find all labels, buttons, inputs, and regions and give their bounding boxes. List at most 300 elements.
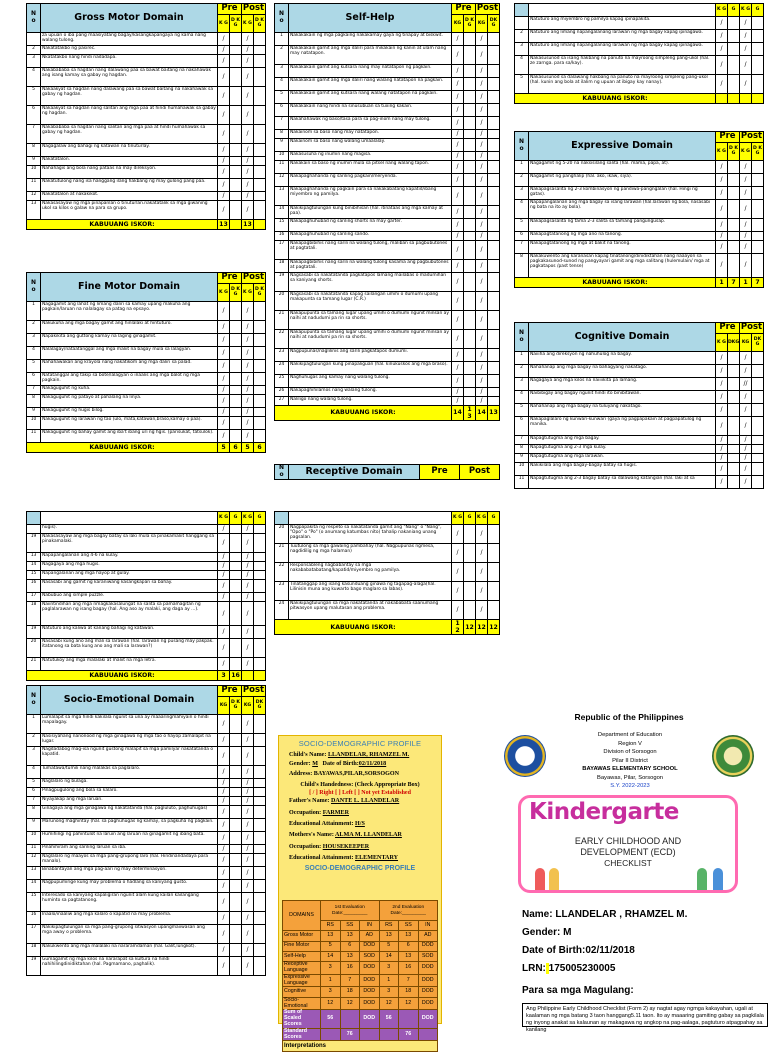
score-mark[interactable] [751,462,763,475]
score-mark[interactable]: / [451,218,463,231]
score-mark[interactable] [229,924,241,943]
score-mark[interactable] [751,253,763,277]
score-mark[interactable]: / [451,361,463,374]
score-mark[interactable] [487,240,499,259]
score-mark[interactable]: / [475,240,487,259]
score-mark[interactable] [751,240,763,253]
score-mark[interactable]: / [217,320,229,333]
score-mark[interactable]: / [451,90,463,103]
score-mark[interactable] [230,580,242,593]
score-mark[interactable] [230,525,242,534]
score-mark[interactable] [253,86,265,105]
score-mark[interactable]: / [451,259,463,272]
score-mark[interactable]: / [217,818,229,831]
score-mark[interactable]: / [241,924,253,943]
score-mark[interactable] [487,231,499,240]
score-mark[interactable]: / [715,475,727,488]
score-mark[interactable]: / [241,143,253,156]
score-mark[interactable] [463,348,475,361]
score-mark[interactable]: / [217,924,229,943]
score-mark[interactable]: / [217,407,229,416]
score-mark[interactable]: / [242,553,254,562]
score-mark[interactable]: / [475,374,487,387]
score-mark[interactable]: / [241,301,253,320]
score-mark[interactable] [253,787,265,796]
score-mark[interactable]: / [241,956,253,975]
score-mark[interactable] [253,124,265,143]
score-mark[interactable]: / [475,329,487,348]
score-mark[interactable]: / [218,593,230,602]
score-mark[interactable]: / [241,805,253,818]
score-mark[interactable]: / [241,333,253,346]
score-mark[interactable]: / [451,240,463,259]
score-mark[interactable]: / [241,105,253,124]
score-mark[interactable]: / [218,639,230,658]
score-mark[interactable] [487,151,499,160]
score-mark[interactable]: / [476,582,488,601]
score-mark[interactable]: / [217,765,229,778]
score-mark[interactable]: / [739,475,751,488]
score-mark[interactable] [253,892,265,911]
score-mark[interactable] [229,359,241,372]
score-mark[interactable] [463,396,475,405]
score-mark[interactable] [229,407,241,416]
score-mark[interactable]: / [475,138,487,151]
score-mark[interactable]: / [739,390,751,403]
score-mark[interactable]: / [242,525,254,534]
score-mark[interactable] [487,77,499,90]
score-mark[interactable]: / [241,32,253,45]
score-mark[interactable]: / [217,178,229,191]
score-mark[interactable]: / [739,416,751,435]
score-mark[interactable]: / [715,453,727,462]
score-mark[interactable]: / [241,733,253,746]
score-mark[interactable]: / [241,178,253,191]
score-mark[interactable]: / [217,796,229,805]
score-mark[interactable]: / [451,77,463,90]
score-mark[interactable] [487,129,499,138]
score-mark[interactable]: / [451,205,463,218]
score-mark[interactable] [254,562,266,571]
score-mark[interactable]: / [451,348,463,361]
score-mark[interactable] [229,346,241,359]
score-mark[interactable] [751,364,763,377]
score-mark[interactable]: / [242,658,254,671]
score-mark[interactable] [229,45,241,54]
score-mark[interactable] [229,853,241,866]
score-mark[interactable] [229,372,241,385]
score-mark[interactable]: / [475,173,487,186]
score-mark[interactable]: / [715,199,727,218]
score-mark[interactable] [229,866,241,879]
score-mark[interactable] [487,103,499,116]
score-mark[interactable]: / [218,571,230,580]
score-mark[interactable] [253,54,265,67]
score-mark[interactable]: / [241,746,253,765]
score-mark[interactable] [488,601,500,620]
score-mark[interactable] [229,333,241,346]
score-mark[interactable]: / [475,186,487,205]
score-mark[interactable] [253,333,265,346]
score-mark[interactable]: / [241,165,253,178]
score-mark[interactable] [229,54,241,67]
score-mark[interactable] [727,231,739,240]
score-mark[interactable] [253,866,265,879]
score-mark[interactable] [229,787,241,796]
score-mark[interactable]: / [241,853,253,866]
score-mark[interactable] [751,444,763,453]
score-mark[interactable]: / [217,429,229,442]
score-mark[interactable] [488,544,500,563]
score-mark[interactable]: / [476,563,488,582]
score-mark[interactable] [728,75,740,94]
score-mark[interactable]: / [475,231,487,240]
score-mark[interactable]: / [217,156,229,165]
score-mark[interactable] [229,943,241,956]
score-mark[interactable]: / [452,525,464,544]
score-mark[interactable]: / [451,138,463,151]
score-mark[interactable] [230,562,242,571]
score-mark[interactable]: / [218,658,230,671]
score-mark[interactable] [463,45,475,64]
score-mark[interactable]: / [241,394,253,407]
score-mark[interactable]: / [241,86,253,105]
score-mark[interactable]: / [452,544,464,563]
score-mark[interactable]: / [241,191,253,200]
score-mark[interactable]: / [242,626,254,639]
score-mark[interactable]: / [217,831,229,844]
score-mark[interactable] [229,32,241,45]
score-mark[interactable] [253,67,265,86]
score-mark[interactable]: / [242,602,254,626]
score-mark[interactable]: / [452,601,464,620]
score-mark[interactable]: / [241,416,253,429]
score-mark[interactable]: / [241,831,253,844]
score-mark[interactable] [229,67,241,86]
score-mark[interactable] [727,160,739,173]
score-mark[interactable] [253,733,265,746]
score-mark[interactable]: / [715,253,727,277]
score-mark[interactable] [463,310,475,329]
score-mark[interactable] [463,272,475,291]
score-mark[interactable] [463,77,475,90]
score-mark[interactable]: / [217,394,229,407]
score-mark[interactable] [487,272,499,291]
score-mark[interactable]: / [218,626,230,639]
score-mark[interactable] [229,831,241,844]
score-mark[interactable] [487,218,499,231]
score-mark[interactable] [254,639,266,658]
score-mark[interactable]: / [241,124,253,143]
score-mark[interactable] [487,387,499,396]
score-mark[interactable] [463,205,475,218]
score-mark[interactable]: / [451,64,463,77]
score-mark[interactable] [752,75,764,94]
score-mark[interactable]: / [451,129,463,138]
score-mark[interactable]: / [475,291,487,310]
score-mark[interactable] [463,64,475,77]
score-mark[interactable]: / [217,733,229,746]
score-mark[interactable]: / [475,361,487,374]
score-mark[interactable]: / [715,462,727,475]
score-mark[interactable]: / [241,320,253,333]
score-mark[interactable]: / [452,582,464,601]
score-mark[interactable]: / [715,435,727,444]
score-mark[interactable] [727,364,739,377]
score-mark[interactable] [229,911,241,924]
score-mark[interactable] [487,138,499,151]
score-mark[interactable] [751,390,763,403]
score-mark[interactable] [230,593,242,602]
score-mark[interactable]: / [739,199,751,218]
score-mark[interactable]: / [739,218,751,231]
score-mark[interactable]: / [715,377,727,390]
score-mark[interactable]: / [218,602,230,626]
score-mark[interactable]: / [475,32,487,45]
score-mark[interactable]: / [242,562,254,571]
score-mark[interactable]: / [739,231,751,240]
score-mark[interactable] [229,156,241,165]
score-mark[interactable] [253,143,265,156]
score-mark[interactable]: / [451,116,463,129]
score-mark[interactable] [253,359,265,372]
score-mark[interactable]: / [217,911,229,924]
score-mark[interactable] [230,553,242,562]
score-mark[interactable]: / [217,866,229,879]
score-mark[interactable] [229,86,241,105]
score-mark[interactable] [727,403,739,416]
score-mark[interactable]: / [715,218,727,231]
score-mark[interactable]: / [241,346,253,359]
score-mark[interactable]: / [715,186,727,199]
score-mark[interactable]: / [451,231,463,240]
score-mark[interactable] [253,105,265,124]
score-mark[interactable]: / [217,165,229,178]
score-mark[interactable] [229,733,241,746]
score-mark[interactable] [464,582,476,601]
score-mark[interactable] [727,240,739,253]
score-mark[interactable] [253,956,265,975]
score-mark[interactable] [253,165,265,178]
score-mark[interactable] [463,32,475,45]
score-mark[interactable]: / [242,593,254,602]
score-mark[interactable]: / [451,32,463,45]
score-mark[interactable]: / [475,160,487,173]
score-mark[interactable]: / [242,534,254,553]
score-mark[interactable]: / [475,77,487,90]
score-mark[interactable]: / [740,17,752,30]
score-mark[interactable]: / [739,253,751,277]
score-mark[interactable]: / [241,796,253,805]
score-mark[interactable] [751,218,763,231]
score-mark[interactable] [464,525,476,544]
score-mark[interactable]: / [217,346,229,359]
score-mark[interactable]: / [451,310,463,329]
score-mark[interactable]: / [716,75,728,94]
score-mark[interactable]: / [242,571,254,580]
score-mark[interactable] [463,173,475,186]
score-mark[interactable] [727,453,739,462]
score-mark[interactable]: / [476,601,488,620]
score-mark[interactable]: / [217,54,229,67]
score-mark[interactable] [229,765,241,778]
score-mark[interactable] [253,831,265,844]
score-mark[interactable] [254,580,266,593]
score-mark[interactable]: / [715,444,727,453]
score-mark[interactable]: / [217,45,229,54]
score-mark[interactable] [230,626,242,639]
score-mark[interactable] [727,416,739,435]
score-mark[interactable] [487,329,499,348]
score-mark[interactable]: / [451,291,463,310]
score-mark[interactable]: / [716,43,728,56]
score-mark[interactable] [727,218,739,231]
score-mark[interactable] [253,746,265,765]
score-mark[interactable]: / [715,403,727,416]
score-mark[interactable]: / [475,396,487,405]
score-mark[interactable]: / [476,525,488,544]
score-mark[interactable]: / [217,143,229,156]
score-mark[interactable] [487,348,499,361]
score-mark[interactable]: / [739,351,751,364]
score-mark[interactable] [253,429,265,442]
score-mark[interactable] [752,17,764,30]
score-mark[interactable] [229,200,241,219]
score-mark[interactable] [463,186,475,205]
score-mark[interactable] [253,407,265,416]
score-mark[interactable] [253,765,265,778]
score-mark[interactable]: / [217,746,229,765]
score-mark[interactable]: / [218,562,230,571]
score-mark[interactable]: / [739,462,751,475]
score-mark[interactable] [487,186,499,205]
score-mark[interactable] [463,387,475,396]
score-mark[interactable] [751,160,763,173]
score-mark[interactable]: / [451,151,463,160]
score-mark[interactable]: / [241,911,253,924]
score-mark[interactable]: / [715,173,727,186]
score-mark[interactable] [463,138,475,151]
score-mark[interactable] [253,156,265,165]
score-mark[interactable] [751,435,763,444]
score-mark[interactable]: / [241,54,253,67]
score-mark[interactable]: // [739,377,751,390]
score-mark[interactable]: / [217,105,229,124]
score-mark[interactable]: / [475,64,487,77]
score-mark[interactable]: / [739,160,751,173]
score-mark[interactable] [463,374,475,387]
score-mark[interactable] [752,30,764,43]
score-mark[interactable]: / [715,416,727,435]
score-mark[interactable]: / [740,56,752,75]
score-mark[interactable]: / [241,407,253,416]
score-mark[interactable]: / [715,390,727,403]
score-mark[interactable] [253,178,265,191]
score-mark[interactable] [230,534,242,553]
score-mark[interactable]: / [715,364,727,377]
score-mark[interactable]: / [241,429,253,442]
score-mark[interactable]: / [217,301,229,320]
score-mark[interactable] [229,818,241,831]
score-mark[interactable] [253,346,265,359]
score-mark[interactable] [463,160,475,173]
score-mark[interactable] [229,191,241,200]
score-mark[interactable] [253,844,265,853]
score-mark[interactable] [727,253,739,277]
score-mark[interactable]: / [217,372,229,385]
score-mark[interactable] [254,658,266,671]
score-mark[interactable]: / [740,43,752,56]
score-mark[interactable]: / [475,310,487,329]
score-mark[interactable]: / [241,45,253,54]
score-mark[interactable]: / [475,348,487,361]
score-mark[interactable] [487,116,499,129]
score-mark[interactable] [229,143,241,156]
score-mark[interactable] [230,571,242,580]
score-mark[interactable]: / [475,129,487,138]
score-mark[interactable] [751,199,763,218]
score-mark[interactable] [254,571,266,580]
score-mark[interactable] [253,45,265,54]
score-mark[interactable]: / [475,387,487,396]
score-mark[interactable]: / [217,86,229,105]
score-mark[interactable]: / [218,580,230,593]
score-mark[interactable]: / [218,525,230,534]
score-mark[interactable] [229,105,241,124]
score-mark[interactable] [487,173,499,186]
score-mark[interactable]: / [241,787,253,796]
score-mark[interactable]: / [241,67,253,86]
score-mark[interactable] [230,602,242,626]
score-mark[interactable]: / [217,359,229,372]
score-mark[interactable] [253,191,265,200]
score-mark[interactable] [229,385,241,394]
score-mark[interactable]: / [452,563,464,582]
score-mark[interactable] [229,805,241,818]
score-mark[interactable] [727,390,739,403]
score-mark[interactable] [254,534,266,553]
score-mark[interactable] [727,186,739,199]
score-mark[interactable]: / [217,333,229,346]
score-mark[interactable] [727,462,739,475]
score-mark[interactable] [253,32,265,45]
score-mark[interactable]: / [217,879,229,892]
score-mark[interactable]: / [739,453,751,462]
score-mark[interactable]: / [217,32,229,45]
score-mark[interactable] [463,129,475,138]
score-mark[interactable]: / [241,844,253,853]
score-mark[interactable]: / [241,892,253,911]
score-mark[interactable]: / [217,714,229,733]
score-mark[interactable]: / [217,892,229,911]
score-mark[interactable] [488,582,500,601]
score-mark[interactable] [751,416,763,435]
score-mark[interactable]: / [241,778,253,787]
score-mark[interactable]: / [241,714,253,733]
score-mark[interactable] [253,818,265,831]
score-mark[interactable] [229,165,241,178]
score-mark[interactable] [229,429,241,442]
score-mark[interactable] [487,32,499,45]
score-mark[interactable]: / [475,205,487,218]
score-mark[interactable]: / [241,385,253,394]
score-mark[interactable]: / [217,416,229,429]
score-mark[interactable] [487,64,499,77]
score-mark[interactable]: / [739,435,751,444]
score-mark[interactable]: / [451,45,463,64]
score-mark[interactable]: / [451,329,463,348]
score-mark[interactable]: / [241,200,253,219]
